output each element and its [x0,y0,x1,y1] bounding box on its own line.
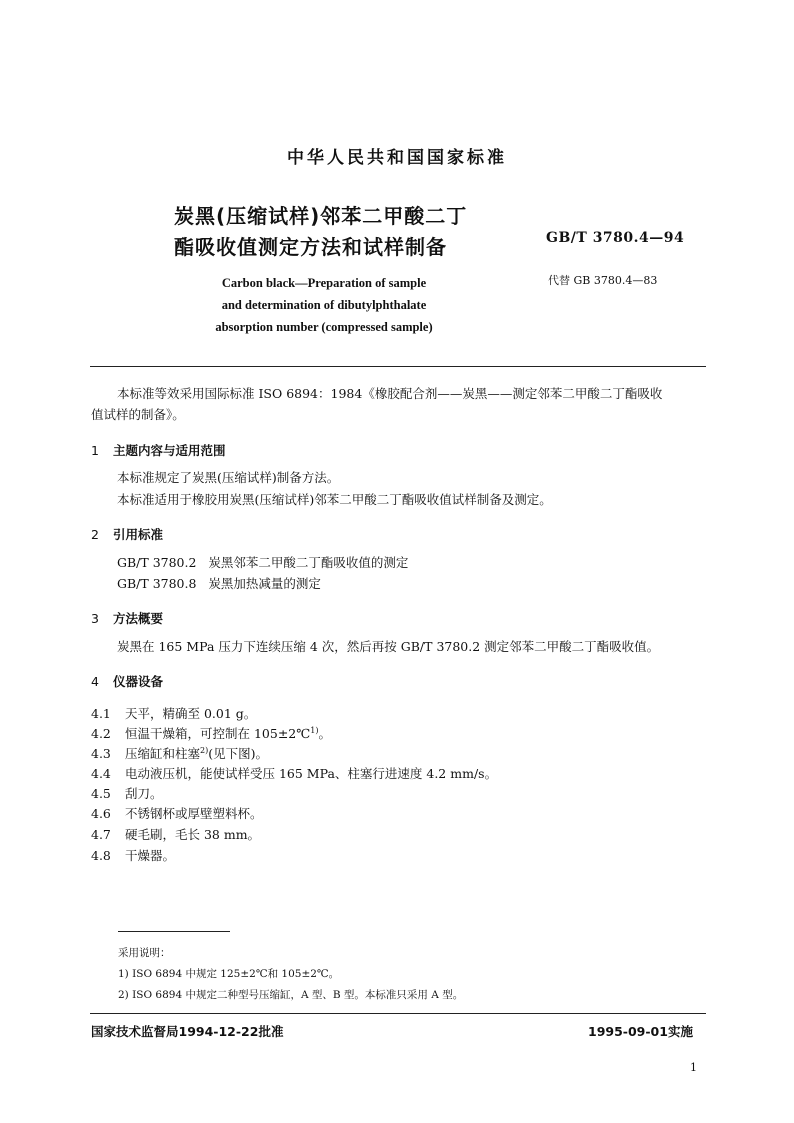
section-1-heading [91,441,226,459]
equipment-item [91,825,260,843]
footnote-2: 2) ISO 6894 中规定二种型号压缩缸，A 型、B 型。本标准只采用 A 型。 [118,989,464,1001]
section-number: 3 [91,611,99,626]
footnote-ref: 1) [310,725,319,735]
equipment-item [91,764,497,782]
footnote-heading: 采用说明： [118,947,171,959]
intro-line1: 本标准等效采用国际标准 ISO 6894：1984《橡胶配合剂——炭黑——测定邻苯二甲酸二丁酯吸收 [117,386,663,401]
intro-line2: 值试样的制备》。 [91,407,185,422]
item-text: 恒温干燥箱，可控制在 105±2℃ [125,726,311,741]
standard-code: GB/T 3780.4—94 [546,230,685,246]
page-number: 1 [690,1061,697,1074]
reference-item: GB/T 3780.8 炭黑加热减量的测定 [117,576,321,591]
section-1-paragraph: 本标准规定了炭黑(压缩试样)制备方法。 [117,470,340,485]
footnote-1: 1) ISO 6894 中规定 125±2℃和 105±2℃。 [118,968,340,980]
item-number: 4.1 [91,706,111,721]
footnote-divider [118,931,230,932]
section-title: 仪器设备 [113,674,164,689]
item-text: 不锈钢杯或厚壁塑料杯。 [125,806,263,821]
equipment-item [91,804,263,822]
item-number: 4.8 [91,848,111,863]
section-title: 引用标准 [113,527,164,542]
item-text: 压缩缸和柱塞 [125,746,201,761]
equipment-item [91,846,175,864]
item-number: 4.6 [91,806,111,821]
equipment-item [91,784,163,802]
title-en-line3: absorption number (compressed sample) [215,320,433,334]
item-text: 天平，精确至 0.01 g。 [125,706,257,721]
section-3-paragraph: 炭黑在 165 MPa 压力下连续压缩 4 次，然后再按 GB/T 3780.2 测定邻苯二甲酸二丁酯吸收值。 [117,639,660,654]
section-title: 主题内容与适用范围 [113,443,226,458]
item-number: 4.2 [91,726,111,741]
title-en-line2: and determination of dibutylphthalate [221,298,427,312]
footer-divider [90,1013,706,1014]
header-divider [90,366,706,367]
section-number: 1 [91,443,99,458]
item-text: 硬毛刷，毛长 38 mm。 [125,827,261,842]
section-3-heading [91,609,163,627]
replaces-standard: 代替 GB 3780.4—83 [548,274,658,287]
reference-item: GB/T 3780.2 炭黑邻苯二甲酸二丁酯吸收值的测定 [117,555,409,570]
equipment-item [91,724,331,742]
section-number: 4 [91,674,99,689]
title-en-line1: Carbon black—Preparation of sample [221,276,427,290]
section-2-heading [91,525,163,543]
item-number: 4.7 [91,827,111,842]
implementation-date: 1995-09-01实施 [588,1024,693,1039]
item-text: 电动液压机，能使试样受压 165 MPa、柱塞行进速度 4.2 mm/s。 [125,766,498,781]
item-text-tail: (见下图)。 [208,746,268,761]
item-number: 4.5 [91,786,111,801]
title-zh-line2: 酯吸收值测定方法和试样制备 [174,235,447,259]
item-number: 4.3 [91,746,111,761]
equipment-item [91,744,268,762]
item-text: 刮刀。 [125,786,163,801]
section-title: 方法概要 [113,611,164,626]
item-text: 干燥器。 [125,848,176,863]
approval-date: 国家技术监督局1994-12-22批准 [91,1024,284,1039]
item-number: 4.4 [91,766,111,781]
item-text-tail: 。 [318,726,331,741]
section-1-paragraph: 本标准适用于橡胶用炭黑(压缩试样)邻苯二甲酸二丁酯吸收值试样制备及测定。 [117,492,552,507]
national-standard-heading: 中华人民共和国国家标准 [287,148,507,168]
equipment-item [91,704,256,722]
footnote-ref: 2) [200,745,209,755]
title-zh-line1: 炭黑(压缩试样)邻苯二甲酸二丁 [174,204,468,228]
section-number: 2 [91,527,99,542]
section-4-heading [91,672,163,690]
